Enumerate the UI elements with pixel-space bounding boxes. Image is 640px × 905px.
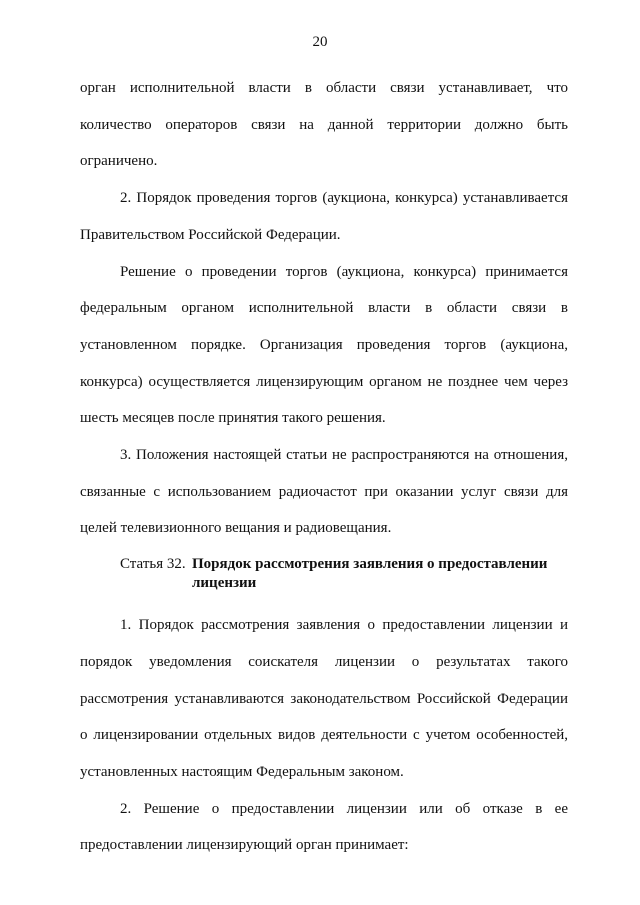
- page-number: 20: [312, 34, 328, 50]
- paragraph-item-3: 3. Положения настоящей статьи не распространяются на отношения, связанные с использованием радиочастот при оказании услуг связи для целей телевизионного вещания и радиовещания.: [80, 447, 568, 537]
- paragraph-item-2: 2. Порядок проведения торгов (аукциона, конкурса) устанавливается Правительством Российской Федерации.: [80, 190, 568, 243]
- article-title: Порядок рассмотрения заявления о предоставлении лицензии: [192, 556, 548, 592]
- document-body: [80, 70, 568, 864]
- paragraph-continuation: орган исполнительной власти в области связи устанавливает, что количество операторов связи на данной территории должно быть ограничено.: [80, 80, 568, 170]
- paragraph-decision: Решение о проведении торгов (аукциона, конкурса) принимается федеральным органом исполнительной власти в области связи в установленном порядке. Организация проведения торгов (аукциона, конкурса) осуществляется лицензирующим органом не позднее чем через шесть месяцев после принятия такого решения.: [80, 263, 568, 427]
- article-number: Статья 32.: [120, 556, 186, 573]
- article-heading: [80, 547, 568, 607]
- paragraph-article-item-2: 2. Решение о предоставлении лицензии или об отказе в ее предоставлении лицензирующий орган принимает:: [80, 800, 568, 854]
- paragraph-article-item-1: 1. Порядок рассмотрения заявления о предоставлении лицензии и порядок уведомления соискателя лицензии о результатах такого рассмотрения устанавливаются законодательством Российской Федерации о лицензировании отдельных видов деятельности с учетом особенностей, установленных настоящим Федеральным законом.: [80, 617, 568, 780]
